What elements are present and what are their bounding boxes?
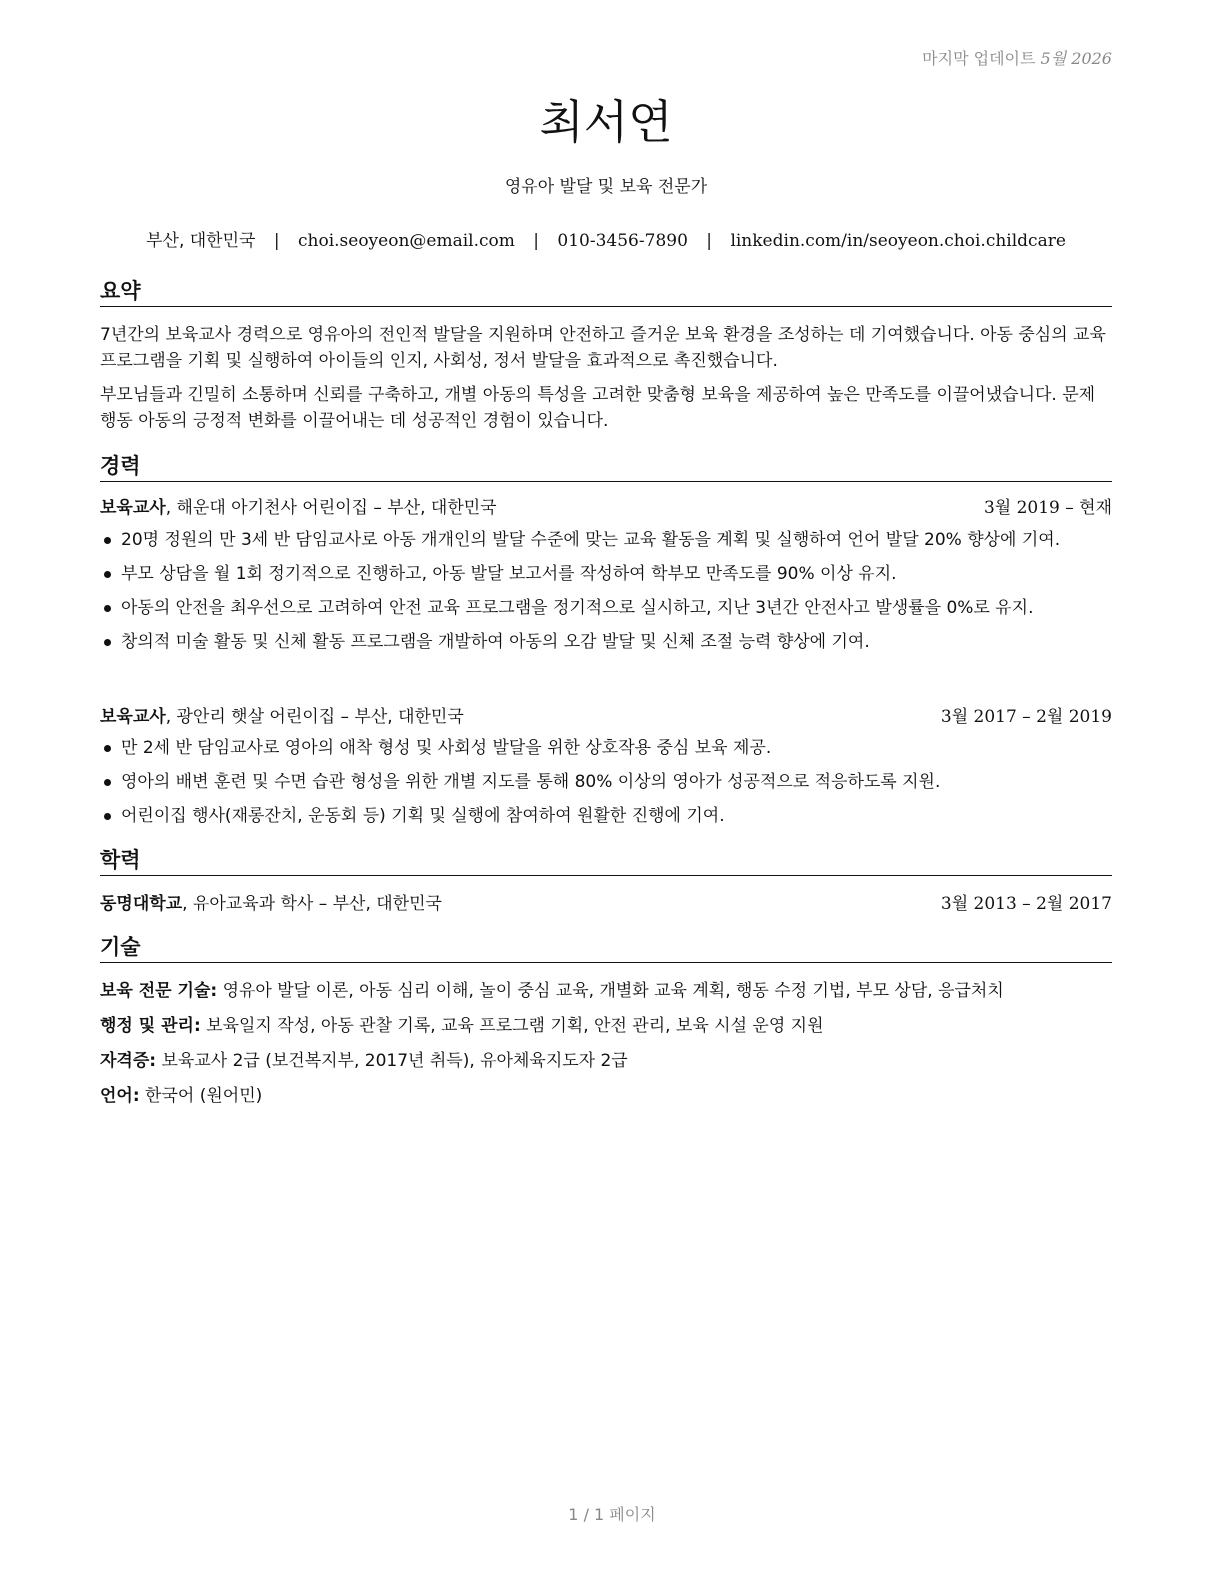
job-org: , 해운대 아기천사 어린이집 – 부산, 대한민국 xyxy=(165,498,497,518)
candidate-tagline: 영유아 발달 및 보육 전문가 xyxy=(504,177,708,197)
last-updated xyxy=(922,46,1112,69)
skill-value: 보육일지 작성, 아동 관찰 기록, 교육 프로그램 기획, 안전 관리, 보육 시설 운영 지원 xyxy=(200,1016,824,1036)
contact-separator: | xyxy=(533,231,540,251)
list-item: 창의적 미술 활동 및 신체 활동 프로그램을 개발하여 아동의 오감 발달 및 신체 조절 능력 향상에 기여. xyxy=(100,629,1112,655)
job-role: 보육교사 xyxy=(100,707,166,727)
last-updated-label: 마지막 업데이트 xyxy=(922,49,1036,68)
skill-label: 행정 및 관리: xyxy=(100,1016,201,1036)
job-org: , 광안리 햇살 어린이집 – 부산, 대한민국 xyxy=(165,707,464,727)
skill-label: 보육 전문 기술: xyxy=(100,981,218,1001)
contact-email[interactable]: choi.seoyeon@email.com xyxy=(297,231,515,251)
job-role: 보육교사 xyxy=(100,498,166,518)
section-title-skills: 기술 xyxy=(100,934,1112,963)
contact-separator: | xyxy=(273,231,280,251)
job-dates: 3월 2019 – 현재 xyxy=(983,498,1112,518)
contact-separator: | xyxy=(706,231,713,251)
section-title-summary: 요약 xyxy=(100,278,1112,307)
education-entry xyxy=(100,892,1112,916)
contact-linkedin[interactable]: linkedin.com/in/seoyeon.choi.childcare xyxy=(730,231,1066,251)
skill-line xyxy=(100,1048,1112,1074)
skill-value: 한국어 (원어민) xyxy=(139,1086,263,1106)
job-header xyxy=(100,705,1112,729)
education-school: 동명대학교 xyxy=(100,894,183,914)
job-bullets xyxy=(100,735,1112,837)
summary-paragraph-1: 7년간의 보육교사 경력으로 영유아의 전인적 발달을 지원하며 안전하고 즐거운 보육 환경을 조성하는 데 기여했습니다. 아동 중심의 교육 프로그램을 기획 및 실행하여 아이들의 인지, 사회성, 정서 발달을 효과적으로 촉진했습니다. xyxy=(100,325,1106,371)
list-item: 부모 상담을 월 1회 정기적으로 진행하고, 아동 발달 보고서를 작성하여 학부모 만족도를 90% 이상 유지. xyxy=(100,561,1112,587)
job-bullets xyxy=(100,527,1112,663)
skill-line xyxy=(100,1083,1112,1109)
list-item: 만 2세 반 담임교사로 영아의 애착 형성 및 사회성 발달을 위한 상호작용 중심 보육 제공. xyxy=(100,735,1112,761)
skill-value: 보육교사 2급 (보건복지부, 2017년 취득), 유아체육지도자 2급 xyxy=(156,1051,628,1071)
skill-label: 자격증: xyxy=(100,1051,157,1071)
section-title-education: 학력 xyxy=(100,847,1112,876)
education-detail: , 유아교육과 학사 – 부산, 대한민국 xyxy=(182,894,442,914)
skill-value: 영유아 발달 이론, 아동 심리 이해, 놀이 중심 교육, 개별화 교육 계획, 행동 수정 기법, 부모 상담, 응급처치 xyxy=(217,981,1004,1001)
section-title-experience: 경력 xyxy=(100,453,1112,482)
job-dates: 3월 2017 – 2월 2019 xyxy=(940,707,1112,727)
list-item: 어린이집 행사(재롱잔치, 운동회 등) 기획 및 실행에 참여하여 원활한 진행에 기여. xyxy=(100,803,1112,829)
list-item: 20명 정원의 만 3세 반 담임교사로 아동 개개인의 발달 수준에 맞는 교육 활동을 계획 및 실행하여 언어 발달 20% 향상에 기여. xyxy=(100,527,1112,553)
candidate-name: 최서연 xyxy=(539,95,673,149)
education-dates: 3월 2013 – 2월 2017 xyxy=(940,894,1112,914)
skill-line xyxy=(100,978,1112,1004)
job-header xyxy=(100,496,1112,520)
page-indicator: 1 / 1 페이지 xyxy=(568,1505,656,1524)
skill-line xyxy=(100,1013,1112,1039)
list-item: 영아의 배변 훈련 및 수면 습관 형성을 위한 개별 지도를 통해 80% 이상의 영아가 성공적으로 적응하도록 지원. xyxy=(100,769,1112,795)
contact-line xyxy=(100,226,1112,251)
skill-label: 언어: xyxy=(100,1086,140,1106)
contact-phone: 010-3456-7890 xyxy=(557,231,688,251)
last-updated-date: 5월 2026 xyxy=(1040,49,1112,68)
summary-paragraph-2: 부모님들과 긴밀히 소통하며 신뢰를 구축하고, 개별 아동의 특성을 고려한 맞춤형 보육을 제공하여 높은 만족도를 이끌어냈습니다. 문제 행동 아동의 긍정적 변화를 이끌어내는 데 성공적인 경험이 있습니다. xyxy=(100,385,1096,431)
contact-location: 부산, 대한민국 xyxy=(146,231,256,251)
list-item: 아동의 안전을 최우선으로 고려하여 안전 교육 프로그램을 정기적으로 실시하고, 지난 3년간 안전사고 발생률을 0%로 유지. xyxy=(100,595,1112,621)
